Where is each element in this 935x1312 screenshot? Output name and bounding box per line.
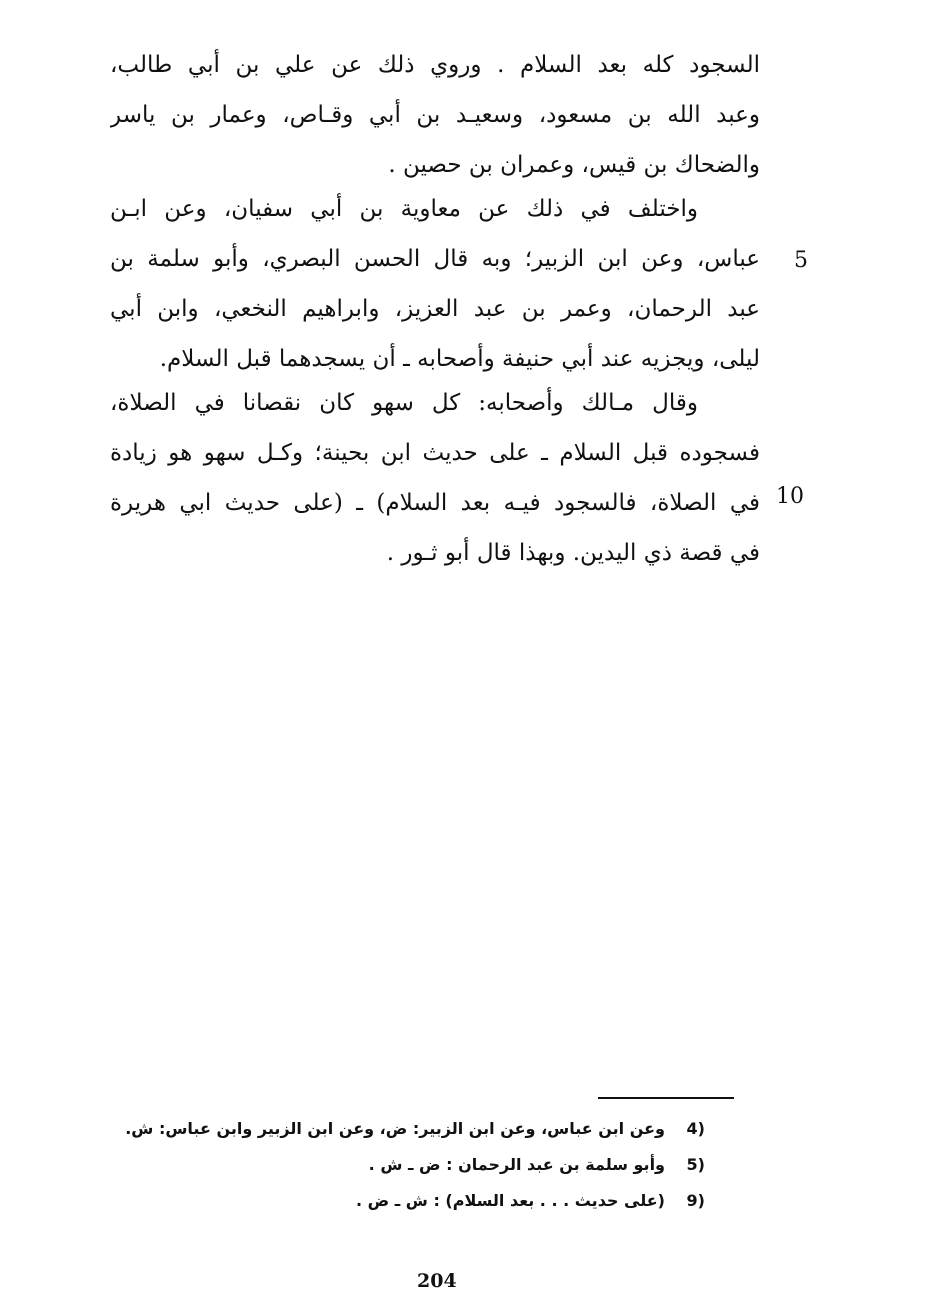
footnote-separator <box>598 1097 734 1099</box>
text-line: عباس، وعن ابن الزبير؛ وبه قال الحسن البصري، وأبو سلمة بن <box>110 246 760 272</box>
footnote-item <box>95 1110 705 1146</box>
text-line: في قصة ذي اليدين. وبهذا قال أبو ثـور . <box>386 540 760 566</box>
paragraph-2 <box>110 184 760 384</box>
page-number: 204 <box>417 1270 457 1292</box>
footnote-number: 9) <box>686 1190 705 1210</box>
footnote-number: 5) <box>686 1154 705 1174</box>
footnote-item <box>95 1182 705 1218</box>
text-line: في الصلاة، فالسجود فيـه بعد السلام) ـ (على حديث ابي هريرة <box>110 490 760 516</box>
footnote-number: 4) <box>686 1118 705 1138</box>
text-line: عبد الرحمان، وعمر بن عبد العزيز، وابراهيم النخعي، وابن أبي <box>110 296 760 322</box>
footnote-item <box>95 1146 705 1182</box>
footnotes <box>95 1110 705 1218</box>
line-number-10: 10 <box>776 484 804 509</box>
paragraph-3 <box>110 378 760 578</box>
footnote-text: (على حديث . . . بعد السلام) : ش ـ ض . <box>356 1190 665 1210</box>
paragraph-1 <box>110 40 760 190</box>
text-line: واختلف في ذلك عن معاوية بن أبي سفيان، وعن ابـن <box>110 196 698 222</box>
text-line: وقال مـالك وأصحابه: كل سهو كان نقصانا في الصلاة، <box>110 390 698 416</box>
text-line: وعبد الله بن مسعود، وسعيـد بن أبي وقـاص، وعمار بن ياسر <box>110 102 760 128</box>
text-line: فسجوده قبل السلام ـ على حديث ابن بحينة؛ وكـل سهو هو زيادة <box>110 440 760 466</box>
text-line: السجود كله بعد السلام . وروي ذلك عن علي بن أبي طالب، <box>110 52 760 78</box>
footnote-text: وأبو سلمة بن عبد الرحمان : ض ـ ش . <box>368 1154 665 1174</box>
text-line: والضحاك بن قيس، وعمران بن حصين . <box>388 152 760 178</box>
text-line: ليلى، ويجزيه عند أبي حنيفة وأصحابه ـ أن يسجدهما قبل السلام. <box>159 346 760 372</box>
line-number-5: 5 <box>794 248 808 273</box>
footnote-text: وعن ابن عباس، وعن ابن الزبير: ض، وعن ابن الزبير وابن عباس: ش. <box>125 1118 665 1138</box>
